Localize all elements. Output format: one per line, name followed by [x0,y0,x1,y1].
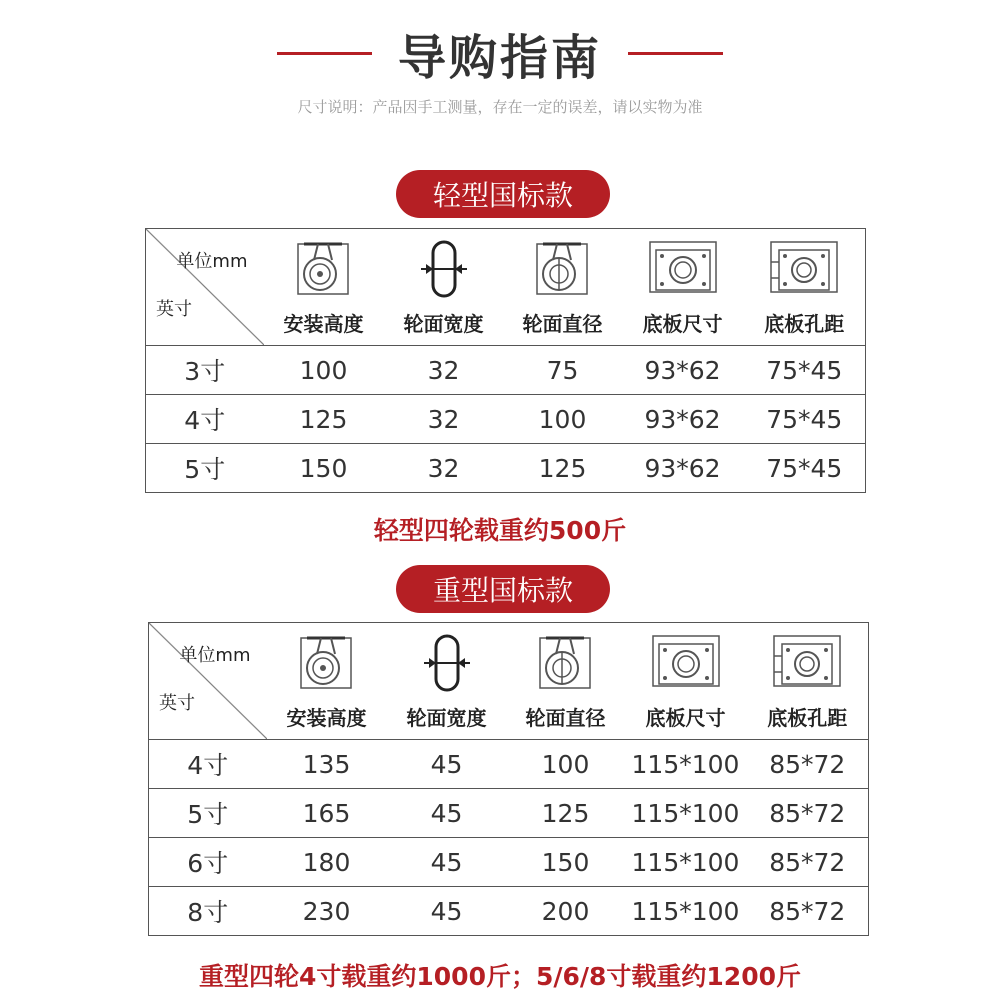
height-cell: 135 [267,740,387,789]
col-header-wheel-diameter: 轮面直径 [507,623,625,740]
caster-height-icon [296,240,352,298]
inch-cell: 8寸 [149,887,267,936]
wheel-diameter-icon [535,240,591,298]
plate-cell: 115*100 [625,789,747,838]
width-cell: 45 [387,789,507,838]
hole-cell: 85*72 [747,838,869,887]
unit-label: 单位mm [179,645,251,666]
width-cell: 32 [384,395,504,444]
col-header-hole-spacing: 底板孔距 [744,229,866,346]
diameter-cell: 100 [507,740,625,789]
plate-cell: 93*62 [622,395,744,444]
page-title: 导购指南 [397,29,602,86]
title-right-line [628,52,723,55]
diameter-cell: 125 [507,789,625,838]
col-header-install-height: 安装高度 [264,229,384,346]
height-cell: 230 [267,887,387,936]
height-cell: 180 [267,838,387,887]
diameter-cell: 125 [504,444,622,493]
table-row [149,789,869,838]
diameter-cell: 100 [504,395,622,444]
table-row [146,395,866,444]
inch-cell: 4寸 [149,740,267,789]
inch-cell: 5寸 [149,789,267,838]
plate-cell: 115*100 [625,887,747,936]
col-header-hole-spacing: 底板孔距 [747,623,869,740]
height-cell: 100 [264,346,384,395]
heavy-duty-load-note: 重型四轮4寸载重约1000斤；5/6/8寸载重约1200斤 [198,962,801,991]
col-header-wheel-width: 轮面宽度 [384,229,504,346]
hole-cell: 85*72 [747,789,869,838]
diameter-cell: 75 [504,346,622,395]
col-header-plate-size: 底板尺寸 [622,229,744,346]
table-row [146,444,866,493]
hole-cell: 75*45 [744,444,866,493]
page-subtitle: 尺寸说明：产品因手工测量，存在一定的误差，请以实物为准 [297,98,703,116]
plate-size-icon [651,634,721,690]
hole-cell: 85*72 [747,740,869,789]
inch-cell: 3寸 [146,346,264,395]
title-left-line [277,52,372,55]
diameter-cell: 150 [507,838,625,887]
title-row [0,18,1000,88]
unit-label: 单位mm [176,251,248,272]
width-cell: 32 [384,346,504,395]
col-header-install-height: 安装高度 [267,623,387,740]
col-header-wheel-diameter: 轮面直径 [504,229,622,346]
light-duty-load-note: 轻型四轮载重约500斤 [373,516,627,545]
width-cell: 45 [387,838,507,887]
width-cell: 32 [384,444,504,493]
corner-cell [149,623,267,740]
height-cell: 150 [264,444,384,493]
table-row [149,740,869,789]
heavy-duty-table [148,622,869,936]
height-cell: 125 [264,395,384,444]
hole-cell: 75*45 [744,395,866,444]
inch-label: 英寸 [159,693,195,714]
plate-cell: 93*62 [622,346,744,395]
light-duty-badge: 轻型国标款 [396,170,610,218]
plate-cell: 115*100 [625,838,747,887]
hole-cell: 75*45 [744,346,866,395]
width-cell: 45 [387,740,507,789]
table-header-row [146,229,866,346]
col-header-wheel-width: 轮面宽度 [387,623,507,740]
wheel-width-icon [419,240,469,298]
table-row [149,838,869,887]
diameter-cell: 200 [507,887,625,936]
inch-label: 英寸 [156,299,192,320]
plate-hole-icon [772,634,842,690]
heavy-duty-badge: 重型国标款 [396,565,610,613]
corner-cell [146,229,264,346]
plate-size-icon [648,240,718,296]
inch-cell: 4寸 [146,395,264,444]
col-header-plate-size: 底板尺寸 [625,623,747,740]
inch-cell: 6寸 [149,838,267,887]
table-row [149,887,869,936]
table-header-row [149,623,869,740]
light-duty-table [145,228,866,493]
height-cell: 165 [267,789,387,838]
caster-height-icon [299,634,355,692]
plate-cell: 93*62 [622,444,744,493]
plate-hole-icon [769,240,839,296]
table-row [146,346,866,395]
plate-cell: 115*100 [625,740,747,789]
width-cell: 45 [387,887,507,936]
hole-cell: 85*72 [747,887,869,936]
wheel-diameter-icon [538,634,594,692]
inch-cell: 5寸 [146,444,264,493]
wheel-width-icon [422,634,472,692]
